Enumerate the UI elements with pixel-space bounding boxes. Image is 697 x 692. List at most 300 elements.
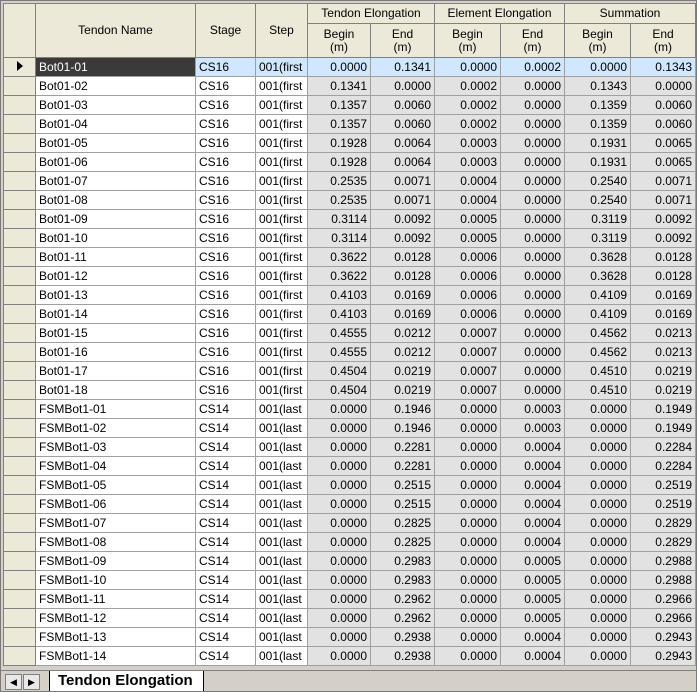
cell-tendon-end[interactable]: 0.0000 [371,77,435,96]
cell-tendon-end[interactable]: 0.0064 [371,134,435,153]
cell-element-end[interactable]: 0.0000 [501,115,565,134]
row-selector[interactable] [4,590,36,609]
table-row[interactable] [4,153,696,172]
column-header-step[interactable]: Step [256,4,308,58]
row-selector[interactable] [4,210,36,229]
cell-stage[interactable]: CS14 [196,514,256,533]
cell-tendon-name[interactable]: FSMBot1-02 [36,419,196,438]
cell-tendon-begin[interactable]: 0.0000 [308,476,371,495]
cell-sum-begin[interactable]: 0.0000 [565,457,631,476]
cell-sum-end[interactable]: 0.0219 [631,362,696,381]
cell-sum-begin[interactable]: 0.0000 [565,495,631,514]
cell-sum-begin[interactable]: 0.0000 [565,552,631,571]
cell-tendon-end[interactable]: 0.1946 [371,419,435,438]
cell-sum-end[interactable]: 0.0071 [631,191,696,210]
cell-tendon-name[interactable]: Bot01-16 [36,343,196,362]
cell-element-begin[interactable]: 0.0002 [435,96,501,115]
cell-step[interactable]: 001(first [256,96,308,115]
table-row[interactable] [4,248,696,267]
cell-sum-end[interactable]: 0.0000 [631,77,696,96]
row-selector[interactable] [4,267,36,286]
cell-sum-end[interactable]: 0.0092 [631,210,696,229]
cell-tendon-name[interactable]: Bot01-03 [36,96,196,115]
cell-sum-begin[interactable]: 0.0000 [565,628,631,647]
cell-sum-begin[interactable]: 0.0000 [565,647,631,666]
cell-element-end[interactable]: 0.0000 [501,267,565,286]
table-row[interactable] [4,96,696,115]
cell-tendon-end[interactable]: 0.2983 [371,552,435,571]
table-row[interactable] [4,210,696,229]
cell-stage[interactable]: CS14 [196,476,256,495]
cell-sum-begin[interactable]: 0.4510 [565,381,631,400]
cell-stage[interactable]: CS14 [196,457,256,476]
cell-step[interactable]: 001(first [256,286,308,305]
cell-tendon-end[interactable]: 0.0219 [371,362,435,381]
cell-sum-end[interactable]: 0.0169 [631,305,696,324]
row-selector[interactable] [4,153,36,172]
cell-element-begin[interactable]: 0.0003 [435,134,501,153]
cell-tendon-end[interactable]: 0.0071 [371,172,435,191]
cell-sum-begin[interactable]: 0.0000 [565,590,631,609]
cell-tendon-end[interactable]: 0.2825 [371,514,435,533]
table-row[interactable] [4,628,696,647]
cell-step[interactable]: 001(first [256,153,308,172]
cell-sum-begin[interactable]: 0.4109 [565,305,631,324]
cell-step[interactable]: 001(first [256,381,308,400]
cell-stage[interactable]: CS16 [196,77,256,96]
cell-sum-end[interactable]: 0.0065 [631,134,696,153]
cell-tendon-end[interactable]: 0.0071 [371,191,435,210]
cell-element-end[interactable]: 0.0003 [501,419,565,438]
cell-tendon-end[interactable]: 0.2962 [371,590,435,609]
cell-tendon-end[interactable]: 0.2938 [371,628,435,647]
cell-stage[interactable]: CS16 [196,229,256,248]
column-header-element-elongation-end[interactable] [501,24,565,58]
cell-step[interactable]: 001(first [256,115,308,134]
cell-stage[interactable]: CS16 [196,210,256,229]
cell-element-end[interactable]: 0.0003 [501,400,565,419]
cell-tendon-end[interactable]: 0.2281 [371,438,435,457]
cell-element-end[interactable]: 0.0000 [501,248,565,267]
cell-element-begin[interactable]: 0.0005 [435,229,501,248]
cell-sum-begin[interactable]: 0.0000 [565,609,631,628]
cell-sum-begin[interactable]: 0.1343 [565,77,631,96]
cell-tendon-begin[interactable]: 0.3622 [308,267,371,286]
cell-tendon-name[interactable]: FSMBot1-09 [36,552,196,571]
cell-element-end[interactable]: 0.0004 [501,438,565,457]
cell-tendon-end[interactable]: 0.0212 [371,324,435,343]
cell-element-begin[interactable]: 0.0000 [435,609,501,628]
cell-tendon-begin[interactable]: 0.0000 [308,628,371,647]
cell-element-end[interactable]: 0.0000 [501,134,565,153]
cell-stage[interactable]: CS16 [196,343,256,362]
row-selector[interactable] [4,96,36,115]
table-row[interactable] [4,571,696,590]
row-selector[interactable] [4,134,36,153]
cell-step[interactable]: 001(last [256,628,308,647]
table-row[interactable] [4,590,696,609]
cell-stage[interactable]: CS14 [196,628,256,647]
cell-tendon-end[interactable]: 0.2962 [371,609,435,628]
cell-step[interactable]: 001(last [256,609,308,628]
cell-tendon-begin[interactable]: 0.2535 [308,172,371,191]
cell-sum-begin[interactable]: 0.0000 [565,514,631,533]
cell-tendon-name[interactable]: FSMBot1-06 [36,495,196,514]
row-selector[interactable] [4,495,36,514]
row-selector[interactable] [4,438,36,457]
cell-tendon-name[interactable]: FSMBot1-12 [36,609,196,628]
cell-step[interactable]: 001(first [256,324,308,343]
cell-element-end[interactable]: 0.0000 [501,381,565,400]
column-header-summation-end[interactable] [631,24,696,58]
row-selector[interactable] [4,381,36,400]
cell-step[interactable]: 001(first [256,267,308,286]
cell-sum-begin[interactable]: 0.4109 [565,286,631,305]
cell-step[interactable]: 001(first [256,210,308,229]
cell-sum-begin[interactable]: 0.0000 [565,533,631,552]
cell-element-begin[interactable]: 0.0005 [435,210,501,229]
table-row[interactable] [4,305,696,324]
row-selector[interactable] [4,609,36,628]
cell-sum-begin[interactable]: 0.4510 [565,362,631,381]
cell-element-end[interactable]: 0.0000 [501,305,565,324]
cell-element-end[interactable]: 0.0004 [501,476,565,495]
cell-tendon-begin[interactable]: 0.4504 [308,362,371,381]
column-header-summation-begin[interactable] [565,24,631,58]
cell-stage[interactable]: CS14 [196,609,256,628]
cell-step[interactable]: 001(first [256,58,308,77]
cell-step[interactable]: 001(first [256,248,308,267]
cell-sum-begin[interactable]: 0.4562 [565,324,631,343]
cell-tendon-name[interactable]: FSMBot1-13 [36,628,196,647]
column-header-stage[interactable]: Stage [196,4,256,58]
row-selector[interactable] [4,419,36,438]
cell-step[interactable]: 001(last [256,552,308,571]
cell-tendon-begin[interactable]: 0.1928 [308,134,371,153]
row-selector[interactable] [4,77,36,96]
group-header-summation[interactable]: Summation [565,4,696,24]
cell-step[interactable]: 001(last [256,419,308,438]
cell-element-end[interactable]: 0.0005 [501,609,565,628]
row-selector[interactable] [4,476,36,495]
row-selector[interactable] [4,305,36,324]
cell-element-begin[interactable]: 0.0000 [435,647,501,666]
cell-element-end[interactable]: 0.0000 [501,172,565,191]
table-row[interactable] [4,58,696,77]
cell-stage[interactable]: CS14 [196,552,256,571]
cell-tendon-name[interactable]: Bot01-18 [36,381,196,400]
table-row[interactable] [4,115,696,134]
cell-step[interactable]: 001(first [256,229,308,248]
cell-element-begin[interactable]: 0.0004 [435,172,501,191]
cell-tendon-end[interactable]: 0.2983 [371,571,435,590]
row-selector[interactable] [4,628,36,647]
row-selector[interactable] [4,172,36,191]
cell-element-begin[interactable]: 0.0002 [435,77,501,96]
cell-sum-begin[interactable]: 0.1359 [565,115,631,134]
table-row[interactable] [4,419,696,438]
table-row[interactable] [4,286,696,305]
cell-step[interactable]: 001(last [256,571,308,590]
cell-element-end[interactable]: 0.0000 [501,96,565,115]
table-row[interactable] [4,400,696,419]
cell-sum-end[interactable]: 0.1343 [631,58,696,77]
cell-sum-end[interactable]: 0.0071 [631,172,696,191]
cell-sum-end[interactable]: 0.2966 [631,609,696,628]
row-selector[interactable] [4,533,36,552]
table-row[interactable] [4,229,696,248]
cell-sum-begin[interactable]: 0.1931 [565,134,631,153]
row-selector[interactable] [4,229,36,248]
row-selector[interactable] [4,58,36,77]
cell-tendon-begin[interactable]: 0.0000 [308,552,371,571]
cell-tendon-end[interactable]: 0.0212 [371,343,435,362]
cell-step[interactable]: 001(last [256,533,308,552]
table-row[interactable] [4,362,696,381]
cell-step[interactable]: 001(last [256,495,308,514]
cell-tendon-begin[interactable]: 0.3622 [308,248,371,267]
cell-tendon-begin[interactable]: 0.3114 [308,210,371,229]
cell-tendon-begin[interactable]: 0.0000 [308,609,371,628]
cell-element-end[interactable]: 0.0005 [501,590,565,609]
table-row[interactable] [4,495,696,514]
cell-sum-begin[interactable]: 0.0000 [565,58,631,77]
cell-tendon-name[interactable]: Bot01-08 [36,191,196,210]
cell-sum-begin[interactable]: 0.1359 [565,96,631,115]
cell-sum-begin[interactable]: 0.3628 [565,248,631,267]
table-row[interactable] [4,647,696,666]
cell-tendon-name[interactable]: FSMBot1-07 [36,514,196,533]
cell-element-begin[interactable]: 0.0007 [435,324,501,343]
cell-element-begin[interactable]: 0.0004 [435,191,501,210]
cell-sum-end[interactable]: 0.0213 [631,324,696,343]
cell-stage[interactable]: CS16 [196,248,256,267]
cell-stage[interactable]: CS16 [196,58,256,77]
cell-sum-begin[interactable]: 0.1931 [565,153,631,172]
cell-tendon-name[interactable]: Bot01-06 [36,153,196,172]
cell-tendon-name[interactable]: Bot01-10 [36,229,196,248]
cell-tendon-name[interactable]: Bot01-17 [36,362,196,381]
cell-stage[interactable]: CS14 [196,590,256,609]
cell-sum-end[interactable]: 0.2943 [631,647,696,666]
cell-sum-end[interactable]: 0.0060 [631,115,696,134]
cell-sum-end[interactable]: 0.2829 [631,533,696,552]
cell-stage[interactable]: CS16 [196,96,256,115]
table-row[interactable] [4,533,696,552]
cell-stage[interactable]: CS14 [196,419,256,438]
cell-sum-begin[interactable]: 0.0000 [565,438,631,457]
column-header-tendon-elongation-begin[interactable] [308,24,371,58]
cell-element-end[interactable]: 0.0000 [501,210,565,229]
cell-tendon-end[interactable]: 0.2281 [371,457,435,476]
cell-stage[interactable]: CS16 [196,191,256,210]
cell-element-end[interactable]: 0.0004 [501,647,565,666]
cell-tendon-name[interactable]: Bot01-07 [36,172,196,191]
cell-tendon-name[interactable]: Bot01-05 [36,134,196,153]
cell-tendon-end[interactable]: 0.2515 [371,495,435,514]
table-row[interactable] [4,324,696,343]
cell-element-begin[interactable]: 0.0006 [435,248,501,267]
table-row[interactable] [4,609,696,628]
row-selector[interactable] [4,324,36,343]
next-sheet-button[interactable]: ▶ [23,674,40,690]
cell-sum-begin[interactable]: 0.3628 [565,267,631,286]
tab-tendon-elongation[interactable]: Tendon Elongation [49,671,204,692]
cell-stage[interactable]: CS14 [196,495,256,514]
cell-element-begin[interactable]: 0.0002 [435,115,501,134]
table-row[interactable] [4,343,696,362]
cell-element-end[interactable]: 0.0004 [501,495,565,514]
cell-tendon-end[interactable]: 0.0064 [371,153,435,172]
cell-stage[interactable]: CS14 [196,400,256,419]
cell-element-begin[interactable]: 0.0006 [435,286,501,305]
table-row[interactable] [4,552,696,571]
cell-element-begin[interactable]: 0.0003 [435,153,501,172]
cell-element-begin[interactable]: 0.0000 [435,476,501,495]
cell-sum-end[interactable]: 0.0092 [631,229,696,248]
cell-tendon-end[interactable]: 0.0169 [371,286,435,305]
cell-sum-begin[interactable]: 0.3119 [565,210,631,229]
cell-tendon-begin[interactable]: 0.4103 [308,305,371,324]
table-row[interactable] [4,514,696,533]
cell-sum-end[interactable]: 0.0219 [631,381,696,400]
cell-step[interactable]: 001(first [256,172,308,191]
cell-element-begin[interactable]: 0.0000 [435,400,501,419]
cell-step[interactable]: 001(first [256,134,308,153]
cell-element-begin[interactable]: 0.0007 [435,362,501,381]
cell-step[interactable]: 001(first [256,191,308,210]
cell-tendon-name[interactable]: FSMBot1-10 [36,571,196,590]
cell-step[interactable]: 001(last [256,438,308,457]
cell-step[interactable]: 001(first [256,362,308,381]
cell-sum-end[interactable]: 0.2966 [631,590,696,609]
cell-tendon-begin[interactable]: 0.0000 [308,457,371,476]
cell-tendon-begin[interactable]: 0.0000 [308,514,371,533]
cell-tendon-end[interactable]: 0.0169 [371,305,435,324]
column-header-tendon-elongation-end[interactable] [371,24,435,58]
cell-tendon-end[interactable]: 0.1946 [371,400,435,419]
group-header-tendon-elongation[interactable]: Tendon Elongation [308,4,435,24]
cell-element-begin[interactable]: 0.0000 [435,457,501,476]
table-row[interactable] [4,191,696,210]
cell-tendon-name[interactable]: FSMBot1-03 [36,438,196,457]
cell-tendon-begin[interactable]: 0.4555 [308,324,371,343]
row-selector[interactable] [4,552,36,571]
cell-tendon-name[interactable]: FSMBot1-05 [36,476,196,495]
cell-stage[interactable]: CS16 [196,115,256,134]
cell-tendon-begin[interactable]: 0.1357 [308,115,371,134]
row-selector[interactable] [4,286,36,305]
cell-sum-end[interactable]: 0.0060 [631,96,696,115]
cell-element-end[interactable]: 0.0000 [501,324,565,343]
cell-tendon-begin[interactable]: 0.1341 [308,77,371,96]
cell-sum-begin[interactable]: 0.0000 [565,476,631,495]
row-selector[interactable] [4,191,36,210]
cell-stage[interactable]: CS16 [196,267,256,286]
row-selector[interactable] [4,115,36,134]
prev-sheet-button[interactable]: ◀ [5,674,22,690]
cell-step[interactable]: 001(last [256,457,308,476]
cell-tendon-begin[interactable]: 0.1357 [308,96,371,115]
cell-element-begin[interactable]: 0.0000 [435,590,501,609]
cell-tendon-name[interactable]: Bot01-02 [36,77,196,96]
cell-step[interactable]: 001(first [256,343,308,362]
cell-tendon-end[interactable]: 0.0128 [371,248,435,267]
cell-element-begin[interactable]: 0.0006 [435,305,501,324]
cell-sum-end[interactable]: 0.2284 [631,438,696,457]
cell-element-end[interactable]: 0.0000 [501,191,565,210]
cell-tendon-begin[interactable]: 0.1928 [308,153,371,172]
cell-tendon-begin[interactable]: 0.0000 [308,438,371,457]
cell-tendon-begin[interactable]: 0.3114 [308,229,371,248]
cell-tendon-begin[interactable]: 0.0000 [308,58,371,77]
cell-tendon-name[interactable]: Bot01-12 [36,267,196,286]
cell-sum-end[interactable]: 0.2988 [631,552,696,571]
cell-tendon-name[interactable]: FSMBot1-04 [36,457,196,476]
cell-element-end[interactable]: 0.0004 [501,514,565,533]
cell-element-begin[interactable]: 0.0000 [435,438,501,457]
cell-tendon-name[interactable]: Bot01-09 [36,210,196,229]
row-selector[interactable] [4,343,36,362]
cell-sum-begin[interactable]: 0.0000 [565,571,631,590]
cell-element-end[interactable]: 0.0000 [501,229,565,248]
cell-tendon-end[interactable]: 0.2515 [371,476,435,495]
cell-element-end[interactable]: 0.0005 [501,571,565,590]
table-row[interactable] [4,134,696,153]
cell-tendon-begin[interactable]: 0.0000 [308,495,371,514]
cell-step[interactable]: 001(last [256,400,308,419]
cell-tendon-name[interactable]: Bot01-01 [36,58,196,77]
table-row[interactable] [4,172,696,191]
cell-tendon-begin[interactable]: 0.0000 [308,419,371,438]
cell-sum-begin[interactable]: 0.2540 [565,191,631,210]
cell-sum-end[interactable]: 0.2284 [631,457,696,476]
cell-sum-end[interactable]: 0.0128 [631,248,696,267]
cell-stage[interactable]: CS16 [196,381,256,400]
cell-tendon-end[interactable]: 0.0128 [371,267,435,286]
cell-sum-end[interactable]: 0.0213 [631,343,696,362]
cell-tendon-begin[interactable]: 0.2535 [308,191,371,210]
cell-element-begin[interactable]: 0.0000 [435,628,501,647]
cell-element-end[interactable]: 0.0004 [501,533,565,552]
cell-stage[interactable]: CS16 [196,134,256,153]
cell-element-end[interactable]: 0.0000 [501,77,565,96]
cell-tendon-name[interactable]: FSMBot1-08 [36,533,196,552]
cell-sum-begin[interactable]: 0.0000 [565,419,631,438]
cell-stage[interactable]: CS16 [196,153,256,172]
cell-tendon-end[interactable]: 0.0219 [371,381,435,400]
cell-step[interactable]: 001(last [256,647,308,666]
cell-tendon-end[interactable]: 0.0060 [371,115,435,134]
cell-element-begin[interactable]: 0.0000 [435,419,501,438]
cell-tendon-begin[interactable]: 0.0000 [308,590,371,609]
row-selector[interactable] [4,514,36,533]
cell-tendon-name[interactable]: Bot01-11 [36,248,196,267]
cell-sum-end[interactable]: 0.2519 [631,476,696,495]
cell-step[interactable]: 001(last [256,514,308,533]
cell-sum-begin[interactable]: 0.4562 [565,343,631,362]
cell-tendon-name[interactable]: Bot01-13 [36,286,196,305]
cell-tendon-name[interactable]: FSMBot1-01 [36,400,196,419]
row-selector[interactable] [4,647,36,666]
cell-element-end[interactable]: 0.0000 [501,153,565,172]
cell-element-begin[interactable]: 0.0007 [435,381,501,400]
row-selector[interactable] [4,457,36,476]
cell-element-begin[interactable]: 0.0000 [435,58,501,77]
cell-element-begin[interactable]: 0.0000 [435,514,501,533]
cell-tendon-name[interactable]: FSMBot1-11 [36,590,196,609]
cell-element-begin[interactable]: 0.0007 [435,343,501,362]
